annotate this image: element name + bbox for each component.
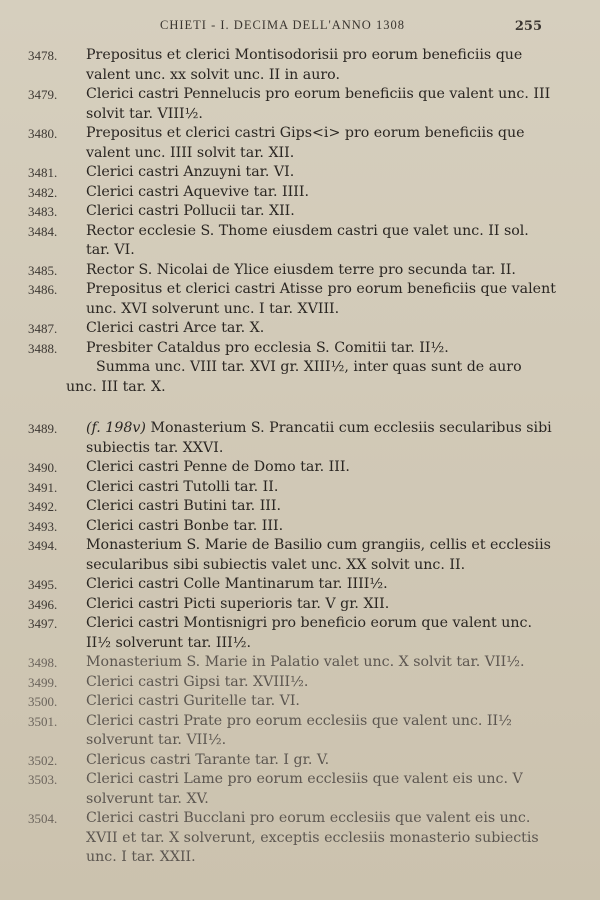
list-item	[0, 536, 600, 575]
page-number: 255	[514, 19, 542, 34]
entry-number: 3488.	[28, 340, 58, 356]
entry-text: Prepositus et clerici castri Gips<i> pro eorum beneficiis que valent unc. IIII solvit tar. XII.	[86, 125, 525, 161]
entry-number: 3499.	[28, 674, 58, 690]
entry-text: Clerici castri Aquevive tar. IIII.	[86, 183, 309, 200]
entry-text: Prepositus et clerici castri Atisse pro eorum beneficiis que valent unc. XVI solverunt unc. I tar. XVIII.	[86, 281, 556, 317]
list-item	[0, 319, 600, 339]
list-item	[0, 809, 600, 868]
entry-text: Presbiter Cataldus pro ecclesia S. Comitii tar. II½.	[86, 339, 449, 356]
entry-text: Monasterium S. Marie in Palatio valet unc. X solvit tar. VII½.	[86, 654, 525, 670]
entry-number: 3497.	[28, 616, 58, 631]
section-gap	[0, 397, 600, 419]
entry-text: Rector S. Nicolai de Ylice eiusdem terre pro secunda tar. II.	[86, 261, 516, 278]
list-item	[0, 419, 600, 458]
entry-text: Clerici castri Pollucii tar. XII.	[86, 203, 295, 219]
entry-text: Clerici castri Butini tar. III.	[86, 498, 282, 514]
entry-number: 3484.	[28, 223, 58, 239]
entry-number: 3495.	[28, 577, 58, 592]
list-item	[0, 614, 600, 653]
entry-text: Clerici castri Colle Mantinarum tar. IIII½.	[86, 576, 388, 592]
list-item	[0, 595, 600, 615]
entry-number: 3502.	[28, 752, 58, 768]
entry-number: 3493.	[28, 518, 58, 534]
list-item	[0, 517, 600, 537]
entry-number: 3481.	[28, 165, 58, 180]
entries-list	[0, 46, 600, 868]
entry-text: Clerici castri Montisnigri pro beneficio eorum que valent unc. II½ solverunt tar. III½.	[86, 615, 532, 651]
entry-number: 3480.	[28, 126, 58, 141]
entry-text: Prepositus et clerici Montisodorisii pro eorum beneficiis que valent unc. xx solvit unc. II in auro.	[86, 47, 523, 83]
running-head: CHIETI - I. DECIMA DELL'ANNO 1308	[160, 18, 405, 32]
entry-text: Clerici castri Guritelle tar. VI.	[86, 693, 300, 709]
list-item	[0, 575, 600, 595]
list-item	[0, 183, 600, 203]
list-item	[0, 124, 600, 163]
entries-group-a	[0, 46, 600, 358]
entry-text: Clerici castri Penne de Domo tar. III.	[86, 459, 350, 475]
entry-text: Clerici castri Bucclani pro eorum ecclesiis que valent eis unc. XVII et tar. X solverunt, exceptis ecclesiis monasterio subiectis unc. I tar. XXII.	[86, 810, 539, 865]
entry-text	[86, 419, 556, 458]
entry-number: 3498.	[28, 655, 58, 670]
list-item	[0, 497, 600, 517]
list-item	[0, 692, 600, 712]
entry-text: Clerici castri Tutolli tar. II.	[86, 478, 279, 495]
folio-reference: (f. 198v)	[86, 420, 146, 436]
entry-text: Monasterium S. Marie de Basilio cum grangiis, cellis et ecclesiis secularibus sibi subiectis valet unc. XX solvit unc. II.	[86, 537, 551, 573]
list-item	[0, 163, 600, 183]
entry-number: 3503.	[28, 772, 58, 787]
list-item	[0, 712, 600, 751]
list-item	[0, 261, 600, 281]
entry-number: 3489.	[28, 421, 58, 436]
entry-number: 3504.	[28, 811, 58, 826]
list-item	[0, 458, 600, 478]
entry-number: 3496.	[28, 596, 58, 612]
entry-number: 3492.	[28, 499, 58, 514]
list-item	[0, 280, 600, 319]
list-item	[0, 478, 600, 498]
entry-body: Monasterium S. Prancatii cum ecclesiis secularibus sibi subiectis tar. XXVI.	[86, 420, 552, 456]
entry-number: 3490.	[28, 460, 58, 475]
list-item	[0, 339, 600, 359]
list-item	[0, 46, 600, 85]
entry-text: Clerici castri Arce tar. X.	[86, 320, 265, 336]
entry-number: 3483.	[28, 204, 58, 219]
entry-number: 3486.	[28, 282, 58, 297]
entry-text: Clerici castri Gipsi tar. XVIII½.	[86, 673, 309, 690]
entry-number: 3501.	[28, 713, 58, 729]
entry-number: 3478.	[28, 48, 58, 63]
entry-text: Clerici castri Pennelucis pro eorum beneficiis que valent unc. III solvit tar. VIII½.	[86, 86, 551, 122]
page-header	[0, 18, 600, 38]
entry-number: 3491.	[28, 479, 58, 495]
entry-text: Rector ecclesie S. Thome eiusdem castri que valet unc. II sol. tar. VI.	[86, 222, 529, 258]
entry-text: Clerici castri Picti superioris tar. V gr. XII.	[86, 595, 390, 612]
entry-text: Clerici castri Prate pro eorum ecclesiis que valent unc. II½ solverunt tar. VII½.	[86, 712, 512, 748]
entry-number: 3500.	[28, 694, 58, 709]
list-item	[0, 751, 600, 771]
list-item	[0, 222, 600, 261]
entry-number: 3485.	[28, 262, 58, 278]
entry-number: 3482.	[28, 184, 58, 200]
list-item	[0, 770, 600, 809]
entry-number: 3479.	[28, 87, 58, 102]
list-item	[0, 673, 600, 693]
entry-number: 3494.	[28, 538, 58, 553]
summa-line: Summa unc. VIII tar. XVI gr. XIII½, inter quas sunt de auro unc. III tar. X.	[66, 359, 522, 395]
entry-number: 3487.	[28, 321, 58, 336]
list-item	[0, 202, 600, 222]
entry-text: Clerici castri Bonbe tar. III.	[86, 517, 284, 534]
entry-text: Clericus castri Tarante tar. I gr. V.	[86, 751, 330, 768]
list-item	[0, 653, 600, 673]
entries-group-b	[0, 458, 600, 868]
list-item	[0, 85, 600, 124]
entry-text: Clerici castri Lame pro eorum ecclesiis que valent eis unc. V solverunt tar. XV.	[86, 771, 523, 807]
entry-text: Clerici castri Anzuyni tar. VI.	[86, 164, 295, 180]
